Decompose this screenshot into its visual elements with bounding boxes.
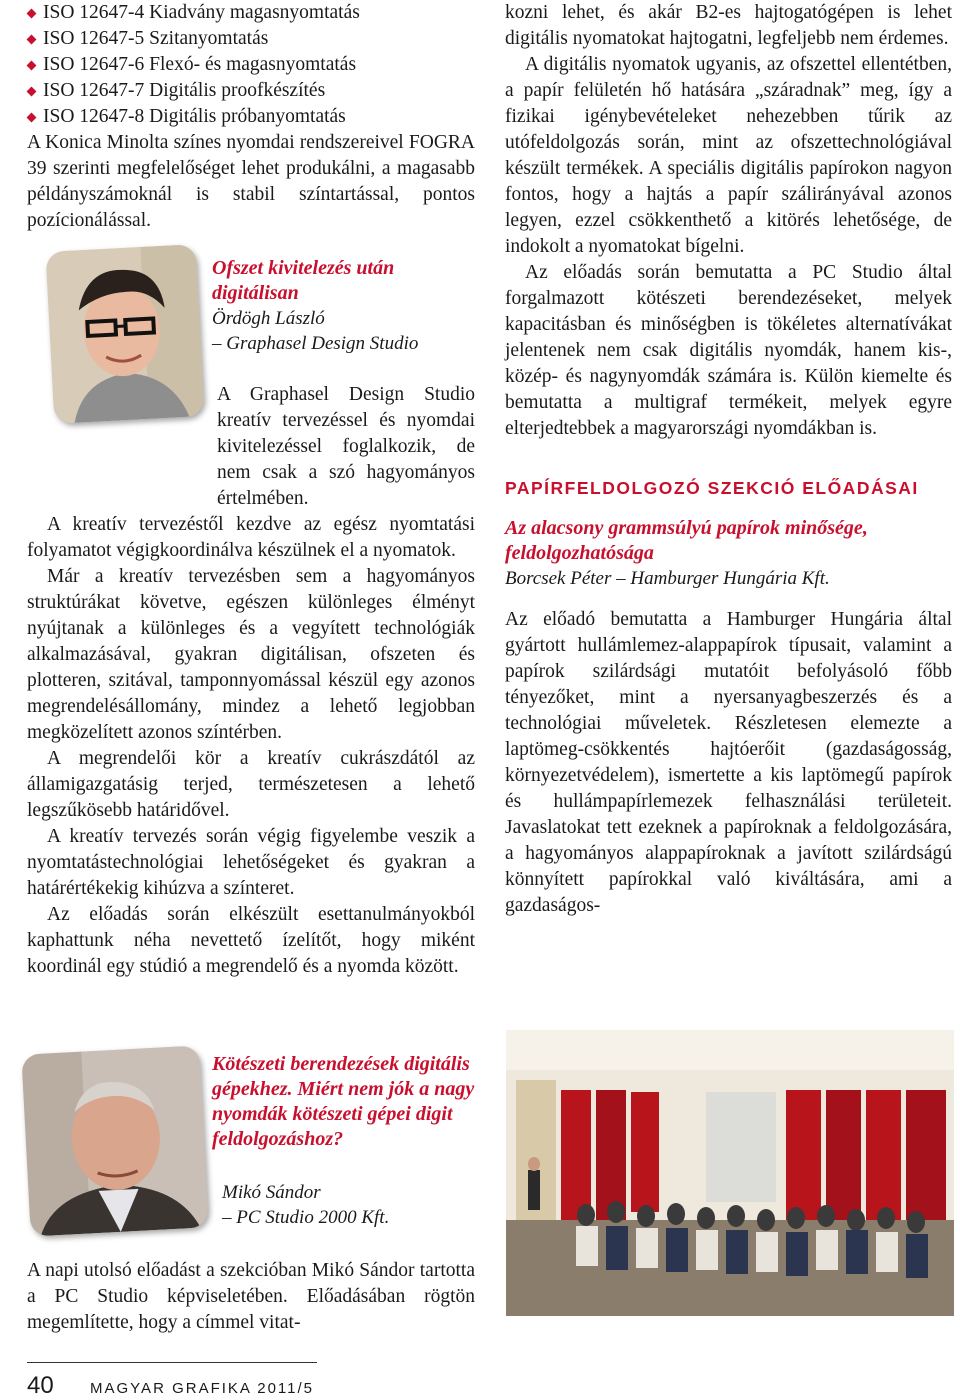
article1-paragraph: A kreatív tervezés során végig figyelembe veszik a nyomtatástechnológiai lehetőségeket és gyakran a határértékekig kihúzva a színteret. [27,826,475,899]
portrait-image [46,244,205,424]
list-item: ISO 12647-7 Digitális proofkészítés [27,78,475,104]
page-number: 40 [27,1372,54,1399]
iso-standards-list [27,0,475,130]
speaker-photo-ordogh [46,244,205,424]
right-paragraph: Az előadás során bemutatta a PC Studio által forgalmazott kötészeti berendezéseket, melyek kapacitásban és minőségben is tökéletes alternatívákat jelentenek nem csak digitális nyomdák, hanem kis-, közép- és nagynyomdák számára is. Külön kiemelte és bemutatta a multigraf termékeit, melyek egyre elterjedtebbek a magyarországi nyomdákban is. [505,262,952,439]
right-column [505,0,952,919]
article1-paragraph: A megrendelői kör a kreatív cukrászdától az államigazgatásig terjed, természetesen a lehető legszűkösebb határidővel. [27,748,475,821]
diamond-bullet-icon [27,113,37,123]
list-item: ISO 12647-8 Digitális próbanyomtatás [27,104,475,130]
article2-speaker-company: – PC Studio 2000 Kft. [222,1207,390,1228]
right-paragraph: A digitális nyomatok ugyanis, az ofszettel ellentétben, a papír felületén hő hatására „száradnak” meg, így a fizikai igénybevételeket nehezebben tűrik az utófeldolgozás során, mint az ofszettechnológiával készült termékek. A speciális digitális papírokon nagyon fontos, hogy a hajtás a papír szálirányával azonos legyen, ezzel csökkenthető a kitörés lehetősége, de indokolt a nyomatokat bígelni. [505,54,952,257]
article2-body [27,1258,475,1336]
speaker-photo-miko [21,1045,208,1236]
footer-rule [27,1362,317,1363]
conference-photo [506,1030,954,1316]
article1-speaker-name: Ördögh László [212,308,325,329]
article1-paragraph: A Graphasel Design Studio kreatív tervezéssel és nyomdai kivitelezéssel foglalkozik, de nem csak a szó hagyományos értelmében. [217,384,475,509]
article3-headline: Az alacsony grammsúlyú papírok minősége, feldolgozhatósága [505,517,868,564]
article1-paragraph: Az előadás során elkészült esettanulmányokból kaphattunk néha nevettető ízelítőt, hogy miként koordinál egy stúdió a megrendelő és a nyomda között. [27,904,475,977]
right-paragraph: kozni lehet, és akár B2-es hajtogatógépen is lehet digitális nyomatokat hajtogatni, legfeljebb nem érdemes. [505,2,952,49]
article1-paragraph: Már a kreatív tervezésben sem a hagyományos struktúrákat követve, egészen különleges élményt nyújtanak a különleges és a vegyített technológiák alkalmazásával, gyakran digitálisan, ofszeten és plotteren, szitával, tamponnyomással készül egy azonos megrendelésállomány, mindez a lehető legjobban megközelített azonos színtérben. [27,566,475,743]
diamond-bullet-icon [27,87,37,97]
audience-image [506,1030,954,1316]
article1-speaker-company: – Graphasel Design Studio [212,333,419,354]
article3-speaker: Borcsek Péter – Hamburger Hungária Kft. [505,568,830,589]
list-item: ISO 12647-5 Szitanyomtatás [27,26,475,52]
publication-name: MAGYAR GRAFIKA 2011/5 [90,1380,315,1397]
section-heading: PAPÍRFELDOLGOZÓ SZEKCIÓ ELŐADÁSAI [505,478,919,498]
article1-headline: Ofszet kivitelezés után digitálisan [212,257,395,304]
article1-paragraph: A kreatív tervezéstől kezdve az egész nyomtatási folyamatot végigkoordinálva készülnek el a nyomatok. [27,514,475,561]
article2-paragraph: A napi utolsó előadást a szekcióban Mikó Sándor tartotta a PC Studio képviseletében. Előadásában rögtön megemlítette, hogy a címmel vitat- [27,1260,475,1333]
article2-headline: Kötészeti berendezések digitális gépekhez. Miért nem jók a nagy nyomdák kötészeti gépei digit feldolgozáshoz? [212,1053,475,1150]
diamond-bullet-icon [27,9,37,19]
diamond-bullet-icon [27,35,37,45]
list-item: ISO 12647-4 Kiadvány magasnyomtatás [27,0,475,26]
diamond-bullet-icon [27,61,37,71]
list-item: ISO 12647-6 Flexó- és magasnyomtatás [27,52,475,78]
portrait-image [21,1045,208,1236]
intro-paragraph: A Konica Minolta színes nyomdai rendszereivel FOGRA 39 szerinti megfelelőséget lehet produkálni, a magasabb példányszámoknál is stabil színtartással, pontos pozícionálással. [27,132,475,231]
left-column [27,0,475,980]
article2-speaker-name: Mikó Sándor [222,1182,321,1203]
article3-paragraph: Az előadó bemutatta a Hamburger Hungária által gyártott hullámlemez-alappapírok típusait, valamint a papírok szilárdsági mutatóit befolyásoló főbb tényezőket, mint a nyersanyagbeszerzés és a technológiai műveletek. Részletesen elemezte a laptömeg-csökkentés hajtóerőit (gazdaságosság, környezetvédelem), ismertette a kis laptömegű papírok és hullámpapírlemezek felhasználási területeit. Javaslatokat tett ezeknek a papíroknak a feldolgozására, a hagyományos alappapíroknak a javított szilárdságú könnyített papírokkal való kiváltására, ami a gazdaságos- [505,609,952,916]
